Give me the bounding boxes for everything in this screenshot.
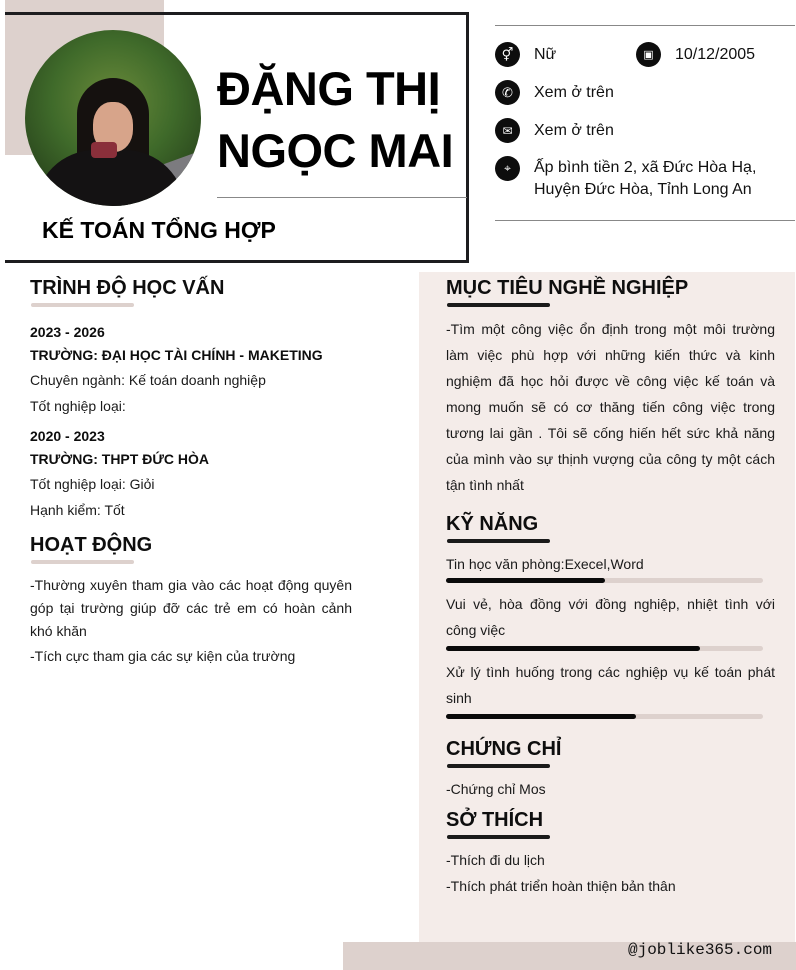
avatar: [25, 30, 201, 206]
education-detail: Tốt nghiệp loại: Giỏi: [30, 476, 155, 492]
contact-list: [495, 42, 795, 201]
education-detail: Chuyên ngành: Kế toán doanh nghiệp: [30, 372, 266, 388]
address-line-2: Huyện Đức Hòa, Tỉnh Long An: [534, 181, 752, 198]
address-value: [534, 157, 756, 201]
contact-divider-top: [495, 25, 795, 26]
activities-title: HOẠT ĐỘNG: [30, 534, 153, 556]
watermark-text: @joblike365.com: [628, 941, 773, 959]
contact-birthday: [636, 42, 755, 67]
education-years: 2020 - 2023: [30, 428, 105, 444]
skill-label: Vui vẻ, hòa đồng với đồng nghiệp, nhiệt tình với công việc: [446, 596, 775, 638]
left-column: [30, 276, 352, 669]
skills-title: KỸ NĂNG: [446, 513, 539, 535]
skill-bar-fill: [446, 714, 636, 719]
skill-bar-fill: [446, 646, 700, 651]
certificates-title: CHỨNG CHỈ: [446, 738, 562, 760]
education-school: TRƯỜNG: THPT ĐỨC HÒA: [30, 451, 210, 467]
phone-value: Xem ở trên: [534, 83, 614, 101]
contact-divider-bottom: [495, 220, 795, 221]
activity-item: -Thường xuyên tham gia vào các hoạt động quyên góp tại trường giúp đỡ các trẻ em có hoàn cảnh khó khăn: [30, 577, 352, 639]
education-detail: Tốt nghiệp loại:: [30, 398, 126, 414]
hobby-item: -Thích phát triển hoàn thiện bản thân: [446, 878, 676, 894]
education-detail: Hạnh kiểm: Tốt: [30, 502, 125, 518]
hobbies-title: SỞ THÍCH: [446, 809, 544, 831]
email-value: Xem ở trên: [534, 121, 614, 139]
hobbies-underline: [447, 835, 550, 839]
calendar-icon: ▣: [636, 42, 661, 67]
right-column: [446, 276, 775, 899]
contact-row-personal: [495, 42, 795, 67]
job-title: KẾ TOÁN TỔNG HỢP: [42, 217, 276, 243]
activity-item: -Tích cực tham gia các sự kiện của trường: [30, 648, 296, 664]
education-underline: [31, 303, 134, 307]
skill-bar: [446, 646, 763, 651]
address-line-1: Ấp bình tiền 2, xã Đức Hòa Hạ,: [534, 159, 757, 176]
skills-underline: [447, 539, 550, 543]
email-icon: ✉: [495, 118, 520, 143]
name-line-1: ĐẶNG THỊ: [217, 62, 441, 115]
avatar-scarf: [91, 142, 117, 158]
skill-label: Xử lý tình huống trong các nghiệp vụ kế toán phát sinh: [446, 664, 775, 706]
skill-bar: [446, 714, 763, 719]
objective-underline: [447, 303, 550, 307]
education-years: 2023 - 2026: [30, 324, 105, 340]
gender-icon: ⚥: [495, 42, 520, 67]
objective-title: MỤC TIÊU NGHỀ NGHIỆP: [446, 277, 689, 299]
education-title: TRÌNH ĐỘ HỌC VẤN: [30, 277, 225, 299]
skill-bar-fill: [446, 578, 605, 583]
gender-value: Nữ: [534, 45, 557, 63]
full-name: [217, 58, 453, 182]
contact-email: [495, 118, 795, 143]
education-school: TRƯỜNG: ĐẠI HỌC TÀI CHÍNH - MAKETING: [30, 347, 323, 363]
certificate-item: -Chứng chỉ Mos: [446, 781, 546, 797]
objective-text: -Tìm một công việc ổn định trong một môi trường làm việc phù hợp với những kiến thức và kinh nghiệm đã học hỏi được về công việc kế toán và mong muốn sẽ có cơ thăng tiến công việc trong tương lai gần . Tôi sẽ cống hiến hết sức khả năng của mình vào sự thịnh vượng của công ty một cách tận tình nhất: [446, 321, 775, 493]
name-line-2: NGỌC MAI: [217, 124, 454, 177]
activities-underline: [31, 560, 134, 564]
contact-phone: [495, 80, 795, 105]
skill-label: Tin học văn phòng:Execel,Word: [446, 556, 644, 572]
phone-icon: ✆: [495, 80, 520, 105]
birthday-value: 10/12/2005: [675, 45, 756, 63]
name-divider: [217, 197, 467, 198]
avatar-body: [35, 150, 185, 206]
contact-address: [495, 156, 795, 201]
hobby-item: -Thích đi du lịch: [446, 852, 545, 868]
skill-bar: [446, 578, 763, 583]
certificates-underline: [447, 764, 550, 768]
contact-gender: [495, 42, 556, 67]
location-icon: ⌖: [495, 156, 520, 181]
